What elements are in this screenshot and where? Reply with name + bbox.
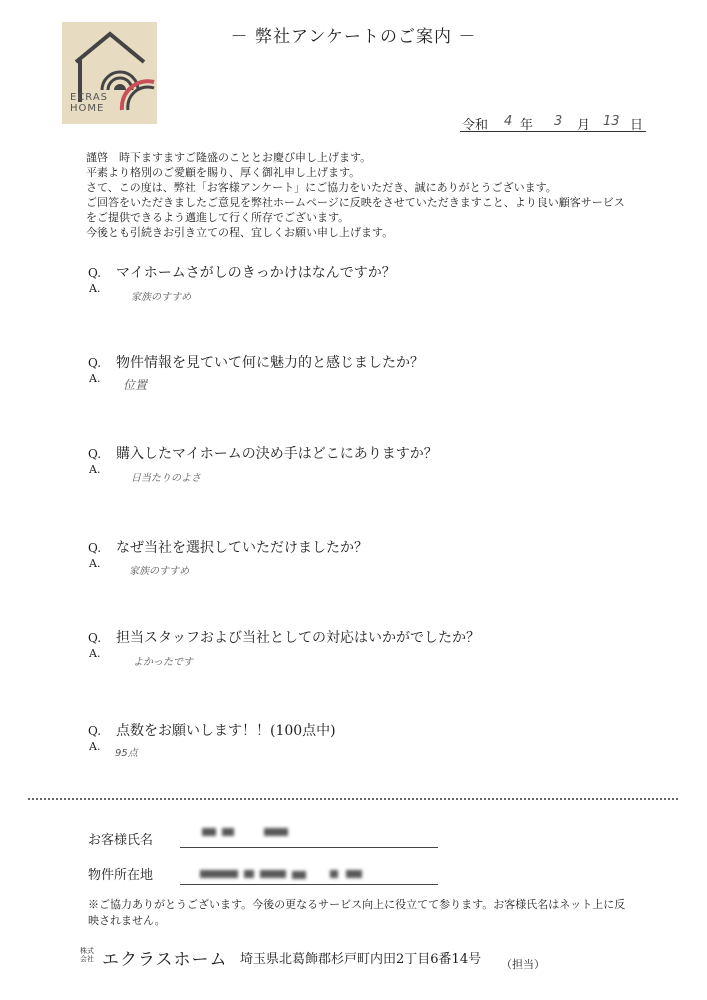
company-address: 埼玉県北葛飾郡杉戸町内田2丁目6番14号 (240, 952, 482, 967)
company-footer (80, 943, 700, 973)
property-location-label: 物件所在地 (88, 868, 154, 883)
question-4: Q. なぜ当社を選択していただけましたか？ (88, 540, 368, 556)
customer-name-label: お客様氏名 (88, 833, 154, 848)
question-6: Q. 点数をお願いします！！(100点中) (88, 723, 336, 739)
answer-2: A. 位置 (89, 372, 148, 392)
company-name: エクラスホーム (102, 950, 228, 970)
redacted-block (244, 870, 254, 878)
redacted-block (330, 870, 338, 878)
answer-1: A. 家族のすすめ (89, 282, 192, 303)
corp-type: 株式 会社 (80, 947, 94, 963)
redacted-block (264, 828, 288, 836)
redacted-block (260, 870, 286, 878)
question-2: Q. 物件情報を見ていて何に魅力的と感じましたか？ (88, 355, 424, 371)
question-5: Q. 担当スタッフおよび当社としての対応はいかがでしたか？ (88, 630, 480, 646)
answer-4: A. 家族のすすめ (89, 557, 190, 577)
page-title: － 弊社アンケートのご案内 － (230, 27, 477, 47)
answer-6: A. 95点 (89, 740, 138, 759)
date-day: 13 (603, 114, 620, 129)
date-field: 令和 4 年 3 月 13 日 (460, 113, 646, 132)
answer-5: A. よかったです (89, 647, 193, 668)
redacted-block (200, 870, 238, 878)
redacted-block (292, 871, 306, 879)
question-3: Q. 購入したマイホームの決め手はどこにありますか？ (88, 446, 438, 462)
redacted-block (222, 828, 234, 836)
staff-label: （担当） (501, 958, 545, 971)
answer-3: A. 日当たりのよさ (89, 463, 201, 484)
footnote: ※ご協力ありがとうございます。今後の更なるサービス向上に役立てて参ります。お客様氏名はネット上に反 映されません。 (88, 898, 626, 927)
logo-text: ECRAS HOME (70, 92, 109, 114)
date-month: 3 (554, 114, 563, 129)
property-location-field (180, 884, 438, 885)
date-era: 令和 (462, 118, 489, 133)
redacted-block (202, 828, 216, 836)
greeting-text: 謹啓 時下ますますご隆盛のこととお慶び申し上げます。 平素より格別のご愛顧を賜り、厚く御礼申し上げます。 さて、この度は、弊社「お客様アンケート」にご協力をいただき、誠にありがとうございます。 ご回答をいただきましたご意見を弊社ホームページに反映をさせていただきますこと、より良い顧客サービス をご提供できるよう邁進して行く所存でございます。 今後とも引続きお引き立ての程、宜しくお願い申し上げます。 (86, 151, 625, 239)
redacted-block (346, 870, 362, 878)
date-year: 4 (504, 114, 513, 129)
question-1: Q. マイホームさがしのきっかけはなんですか？ (88, 265, 396, 281)
dotted-divider (28, 798, 678, 800)
customer-name-field (180, 847, 438, 848)
